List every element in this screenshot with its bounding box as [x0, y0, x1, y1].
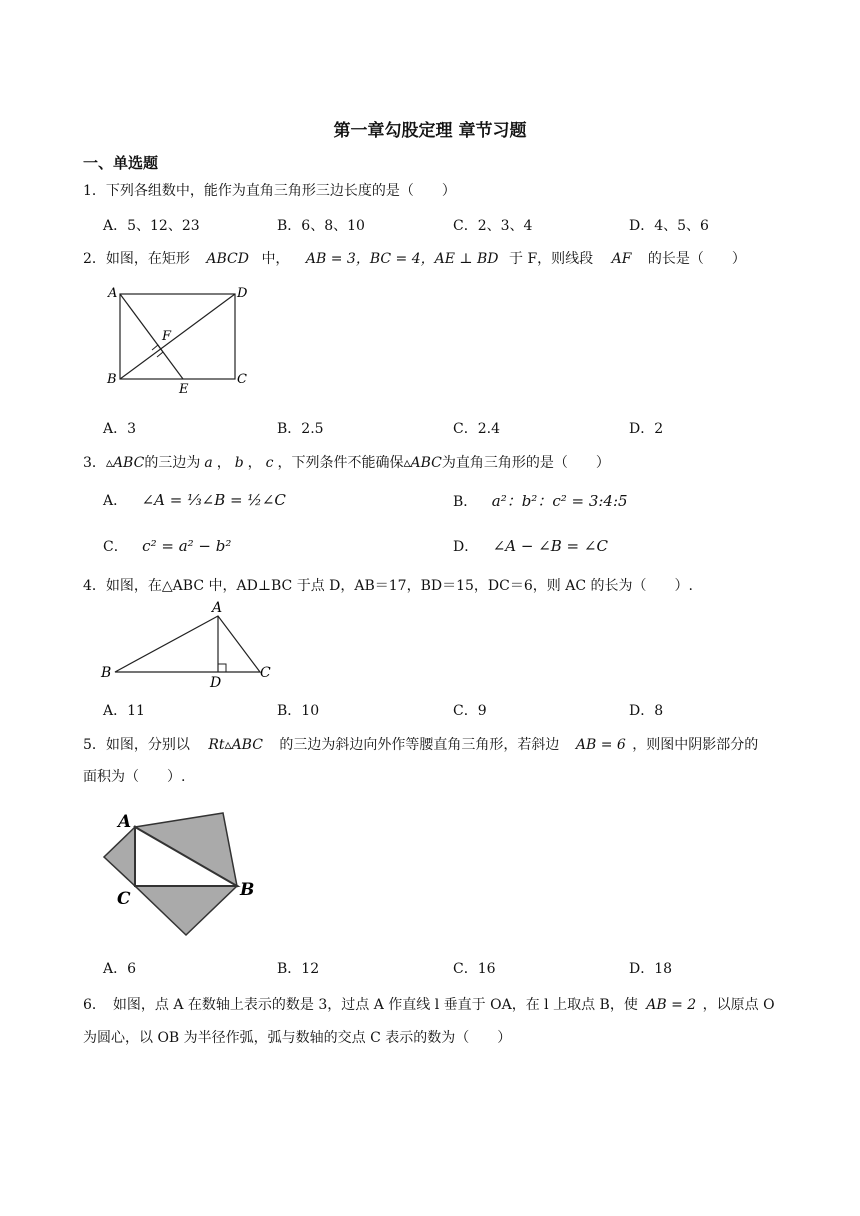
q5-math-triangle: Rt▵ABC — [208, 737, 263, 753]
q5-stem-c: ，则图中阴影部分的 — [632, 737, 759, 753]
q3-stem-c: ，下列条件不能确保 — [277, 455, 404, 471]
q2-math-af: AF — [611, 251, 632, 267]
q2-option-a: A．3 — [103, 421, 137, 437]
q3-option-d-math: ∠A − ∠B = ∠C — [492, 537, 608, 555]
q6-stem-line2: 为圆心，以 OB 为半径作弧，弧与数轴的交点 C 表示的数为（ ） — [83, 1030, 512, 1046]
q4-stem: 4．如图，在△ABC 中，AD⊥BC 于点 D，AB＝17，BD＝15，DC＝6，则 AC 的长为（ ）. — [83, 578, 693, 594]
q4-option-b: B．10 — [277, 703, 320, 719]
q2-label-c: C — [237, 372, 247, 387]
q3-option-a-prefix: A． — [103, 493, 128, 509]
q3-option-a — [103, 490, 286, 510]
q1-option-c: C．2、3、4 — [453, 218, 533, 234]
q4-option-d: D．8 — [629, 703, 664, 719]
q4-triangle-figure — [98, 598, 283, 690]
q2-option-b: B．2.5 — [277, 421, 324, 437]
q3-math-b: b — [234, 455, 244, 471]
q3-sep1: ， — [216, 455, 231, 471]
q4-right-angle-mark — [218, 664, 226, 672]
q3-option-b-prefix: B． — [453, 494, 478, 510]
q5-label-b: B — [240, 880, 255, 900]
q3-math-triangle: ▵ABC — [105, 455, 145, 471]
q2-stem — [83, 248, 746, 268]
q5-figure — [100, 800, 270, 940]
q2-label-d: D — [237, 286, 248, 301]
q1-option-d: D．4、5、6 — [629, 218, 709, 234]
q4-triangle-abc — [115, 616, 260, 672]
q5-shaded-triangle-ac — [104, 827, 135, 886]
q2-segment-ae — [120, 294, 183, 379]
q2-stem-c: 于 F，则线段 — [509, 251, 594, 267]
q6-line1-tail: ，以原点 O — [702, 997, 775, 1013]
q3-option-b-math: a²：b²：c² = 3:4:5 — [491, 492, 628, 510]
q3-option-d — [453, 536, 608, 556]
q5-shaded-triangle-bc — [135, 886, 237, 935]
q1-stem: 1．下列各组数中，能作为直角三角形三边长度的是（ ） — [83, 183, 456, 199]
q3-option-c — [103, 536, 231, 556]
q5-option-a: A．6 — [103, 961, 137, 977]
q4-option-c: C．9 — [453, 703, 487, 719]
q4-label-c: C — [260, 665, 271, 681]
q3-math-triangle-2: ▵ABC — [403, 455, 442, 471]
q3-stem — [83, 452, 610, 472]
q5-option-b: B．12 — [277, 961, 320, 977]
q3-math-c: c — [265, 455, 274, 471]
q3-option-b — [453, 490, 628, 511]
q3-stem-a: 3． — [83, 455, 106, 471]
q1-option-b: B．6、8、10 — [277, 218, 365, 234]
q3-option-d-prefix: D． — [453, 539, 479, 555]
q2-label-b: B — [107, 372, 117, 387]
q2-diagonal-bd — [120, 294, 235, 379]
q3-stem-b: 的三边为 — [144, 455, 201, 471]
q5-option-c: C．16 — [453, 961, 496, 977]
q5-label-a: A — [118, 812, 132, 832]
q2-option-d: D．2 — [629, 421, 664, 437]
q3-option-c-prefix: C． — [103, 539, 128, 555]
q4-label-a: A — [212, 600, 223, 616]
q1-option-a: A．5、12、23 — [103, 218, 200, 234]
q3-option-a-math: ∠A = ⅓∠B = ½∠C — [141, 491, 286, 509]
q6-stem-line1 — [83, 994, 775, 1014]
q5-label-c: C — [117, 889, 131, 909]
q2-label-e: E — [179, 382, 189, 397]
q3-option-c-math: c² = a² − b² — [142, 537, 232, 555]
q5-option-d: D．18 — [629, 961, 673, 977]
q5-stem-b: 的三边为斜边向外作等腰直角三角形，若斜边 — [279, 737, 560, 753]
q3-sep2: ， — [247, 455, 262, 471]
q5-math-ab: AB = 6 — [575, 737, 626, 753]
q6-line1: 6． 如图，点 A 在数轴上表示的数是 3，过点 A 作直线 l 垂直于 OA，在 l 上取点 B，使 — [83, 997, 638, 1013]
q2-math-abcd: ABCD — [206, 251, 249, 267]
q2-rectangle-figure — [100, 282, 260, 397]
q2-math-conditions: AB = 3，BC = 4，AE ⊥ BD — [305, 251, 499, 267]
q6-math-ab: AB = 2 — [646, 997, 697, 1013]
q5-stem-line2: 面积为（ ）. — [83, 769, 186, 785]
q2-label-f: F — [162, 329, 172, 344]
q5-stem-a: 5．如图，分别以 — [83, 737, 190, 753]
q2-label-a: A — [108, 286, 118, 301]
q2-stem-b: 中， — [261, 251, 290, 267]
q2-option-c: C．2.4 — [453, 421, 500, 437]
page-title: 第一章勾股定理 章节习题 — [333, 121, 527, 141]
section-heading: 一、单选题 — [83, 154, 159, 172]
q4-label-b: B — [101, 665, 112, 681]
q5-stem — [83, 734, 758, 754]
q2-stem-a: 2．如图，在矩形 — [83, 251, 190, 267]
q2-stem-d: 的长是（ ） — [647, 251, 746, 267]
q4-option-a: A．11 — [103, 703, 145, 719]
q4-label-d: D — [210, 675, 222, 690]
q3-math-a: a — [204, 455, 213, 471]
q3-stem-d: 为直角三角形的是（ ） — [441, 455, 610, 471]
